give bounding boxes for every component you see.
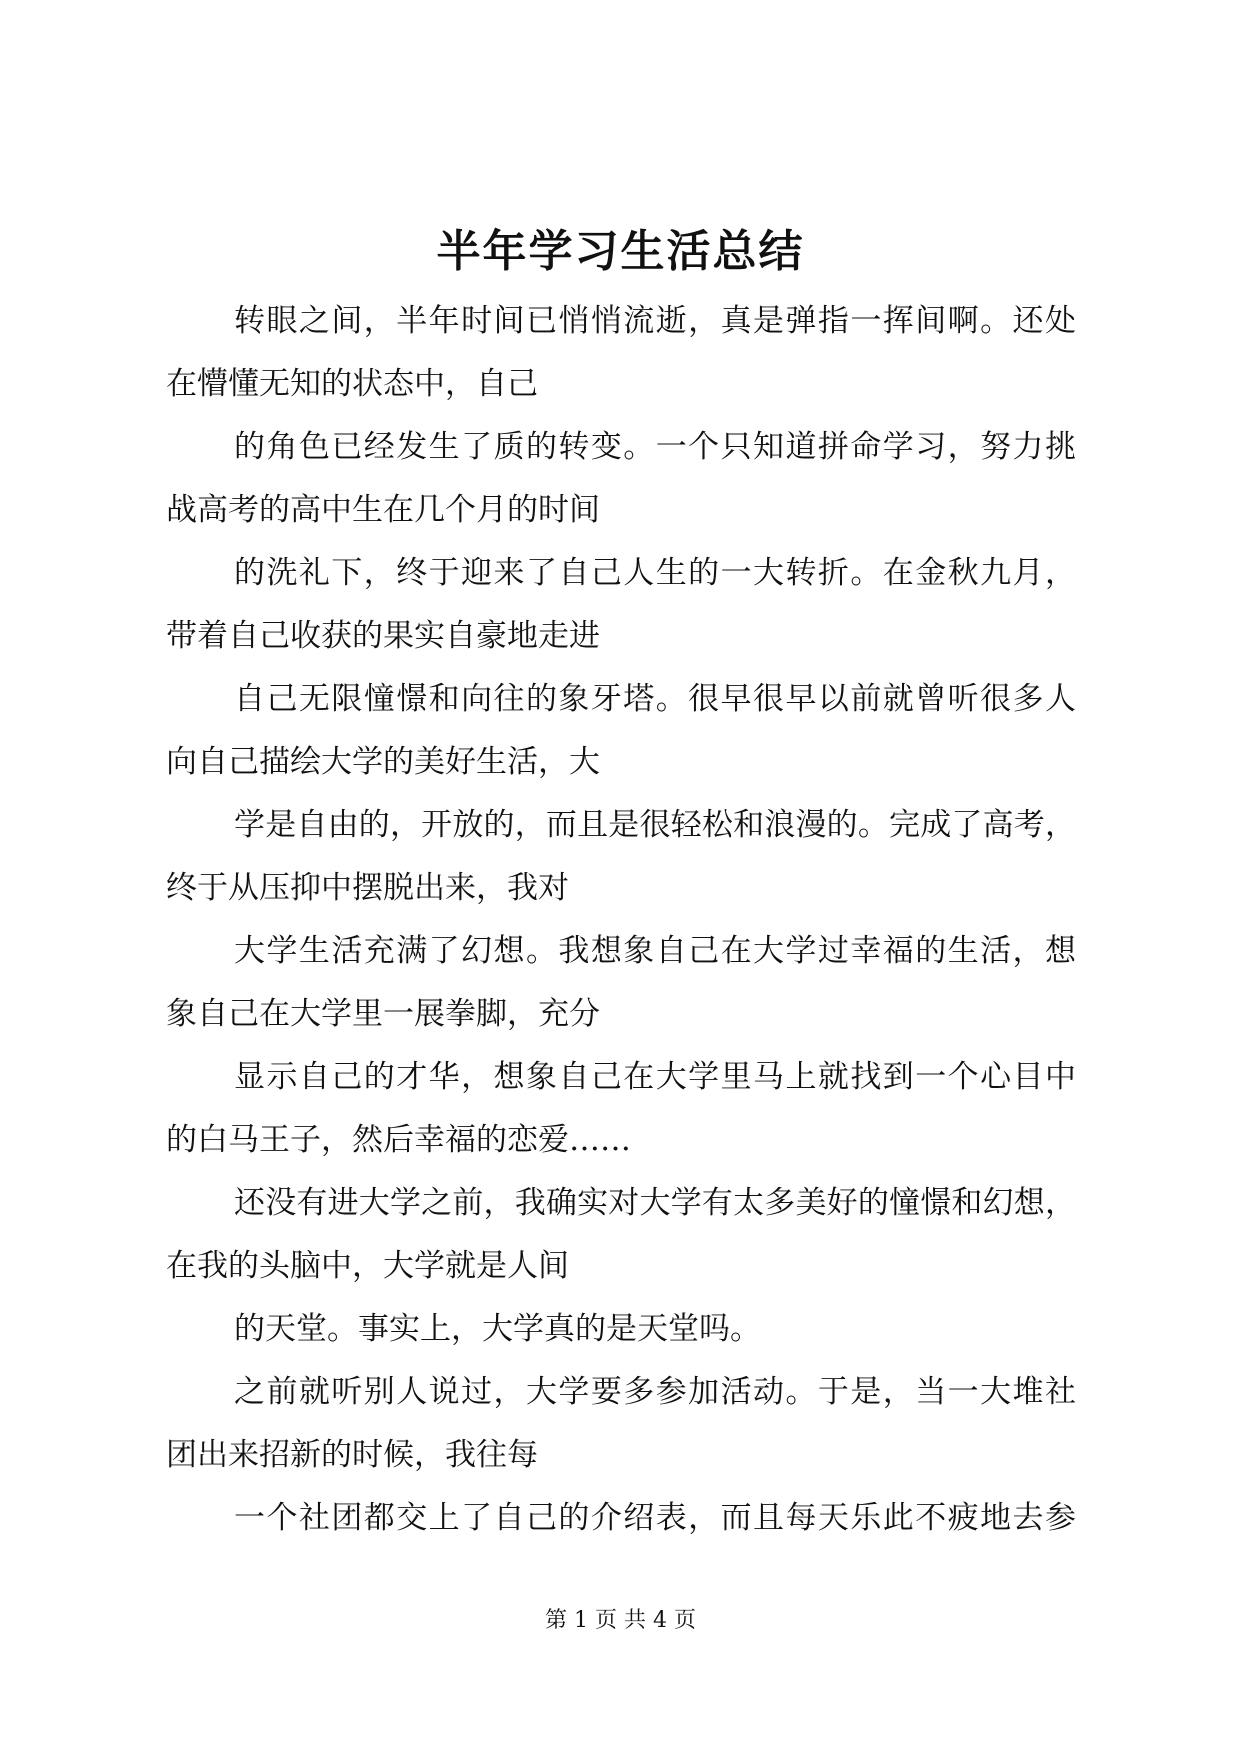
paragraph-7: [166, 1046, 1076, 1172]
paragraph-line: 之前就听别人说过，大学要多参加活动。于是，当一大堆社: [234, 1374, 1076, 1410]
paragraph-line: 大学生活充满了幻想。我想象自己在大学过幸福的生活，想: [234, 933, 1076, 969]
paragraph-line: 自己无限憧憬和向往的象牙塔。很早很早以前就曾听很多人: [234, 681, 1076, 717]
paragraph-9: [166, 1298, 1076, 1361]
paragraph-line: 在懵懂无知的状态中，自己: [166, 366, 538, 402]
paragraph-line: 还没有进大学之前，我确实对大学有太多美好的憧憬和幻想，: [234, 1185, 1076, 1221]
paragraph-line: 终于从压抑中摆脱出来，我对: [166, 870, 569, 906]
paragraph-line: 的天堂。事实上，大学真的是天堂吗。: [234, 1311, 761, 1347]
paragraph-line: 向自己描绘大学的美好生活，大: [166, 744, 600, 780]
page-number-label: 第 1 页 共 4 页: [545, 1608, 696, 1633]
paragraph-5: [166, 794, 1076, 920]
document-title: 半年学习生活总结: [436, 226, 805, 277]
document-body: [166, 290, 1076, 1550]
page-footer: [0, 1606, 1241, 1636]
paragraph-3: [166, 542, 1076, 668]
paragraph-2: [166, 416, 1076, 542]
paragraph-line: 战高考的高中生在几个月的时间: [166, 492, 600, 528]
paragraph-line: 转眼之间，半年时间已悄悄流逝，真是弹指一挥间啊。还处: [234, 303, 1076, 339]
paragraph-11: [166, 1487, 1076, 1550]
paragraph-6: [166, 920, 1076, 1046]
paragraph-line: 的洗礼下，终于迎来了自己人生的一大转折。在金秋九月，: [234, 555, 1076, 591]
paragraph-line: 带着自己收获的果实自豪地走进: [166, 618, 600, 654]
paragraph-line: 团出来招新的时候，我往每: [166, 1437, 538, 1473]
paragraph-1: [166, 290, 1076, 416]
paragraph-line: 的角色已经发生了质的转变。一个只知道拼命学习，努力挑: [234, 429, 1076, 465]
paragraph-4: [166, 668, 1076, 794]
paragraph-line: 的白马王子，然后幸福的恋爱……: [166, 1122, 631, 1158]
paragraph-10: [166, 1361, 1076, 1487]
paragraph-line: 学是自由的，开放的，而且是很轻松和浪漫的。完成了高考，: [234, 807, 1076, 843]
paragraph-line: 显示自己的才华，想象自己在大学里马上就找到一个心目中: [234, 1059, 1076, 1095]
paragraph-line: 在我的头脑中，大学就是人间: [166, 1248, 569, 1284]
paragraph-8: [166, 1172, 1076, 1298]
paragraph-line: 象自己在大学里一展拳脚，充分: [166, 996, 600, 1032]
paragraph-line: 一个社团都交上了自己的介绍表，而且每天乐此不疲地去参: [234, 1500, 1076, 1536]
